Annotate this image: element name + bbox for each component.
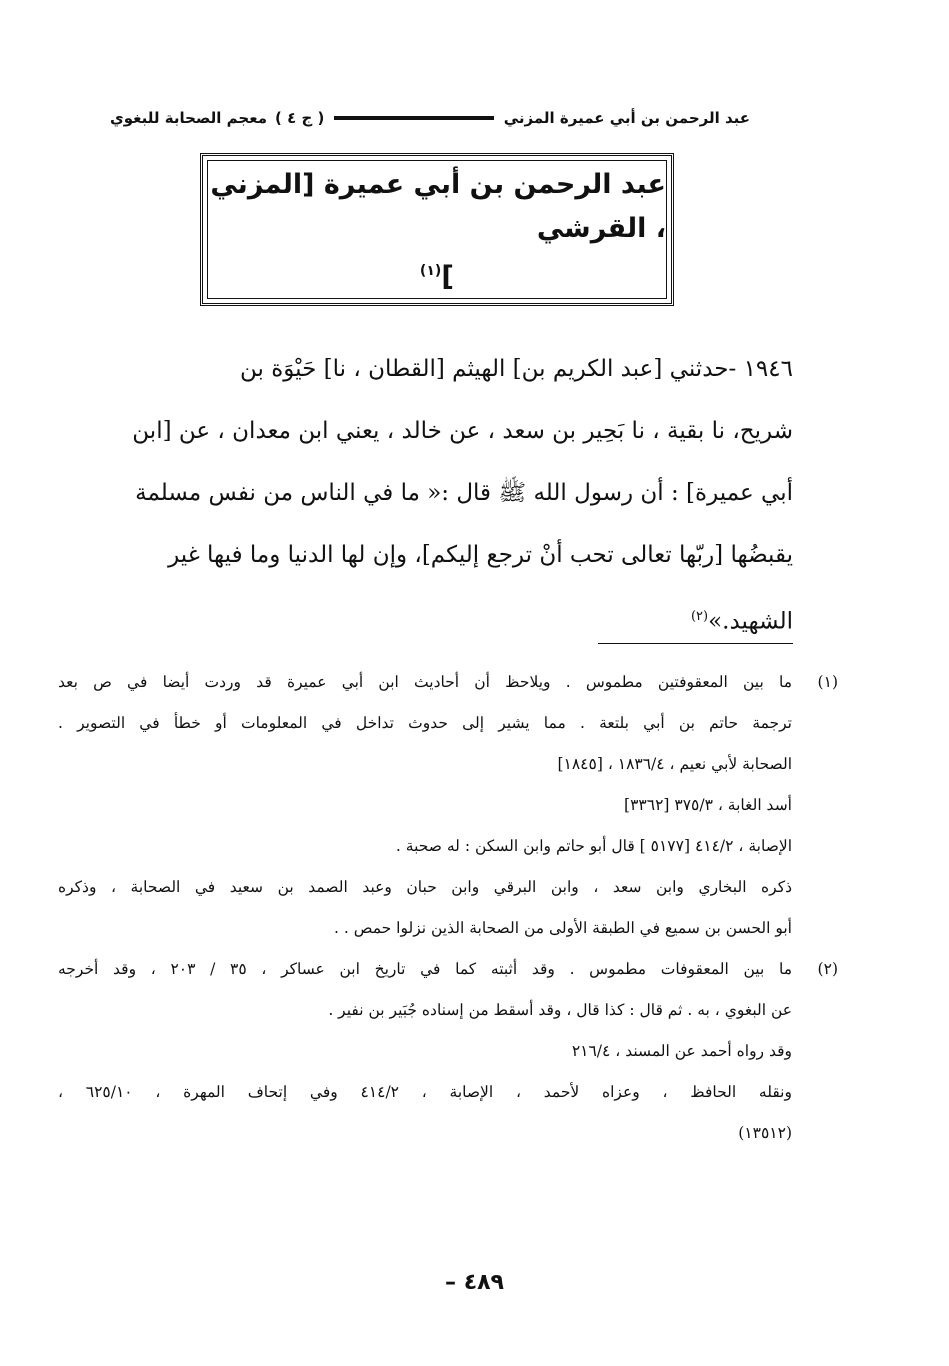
footnote-line: الإصابة ، ٤١٤/٢ [٥١٧٧ ] قال أبو حاتم وابن السكن : له صحبة . xyxy=(395,837,792,855)
entry-title: عبد الرحمن بن أبي عميرة [المزني ، القرشي xyxy=(210,168,666,244)
footnote-line: ترجمة حاتم بن أبي بلتعة . مما يشير إلى حدوث تداخل في المعلومات أو خطأ في التصوير . xyxy=(58,714,792,732)
header-rule xyxy=(334,116,493,120)
header-book-info xyxy=(110,109,324,127)
footnote-line: أسد الغابة ، ٣٧٥/٣ [٣٣٦٢] xyxy=(624,796,792,814)
hadith-line: شريح، نا بقية ، نا بَحِير بن سعد ، عن خالد ، يعني ابن معدان ، عن [ابن xyxy=(132,418,793,444)
footnote-line: ما بين المعقوفات مطموس . وقد أثبته كما في تاريخ ابن عساكر ، ٣٥ / ٢٠٣ ، وقد أخرجه xyxy=(58,960,792,978)
footnote-line: ما بين المعقوفتين مطموس . ويلاحظ أن أحاديث ابن أبي عميرة قد وردت أيضا في ص بعد xyxy=(58,673,792,691)
footnote-line: أبو الحسن بن سميع في الطبقة الأولى من الصحابة الذين نزلوا حمص . . xyxy=(334,919,792,937)
footnote-line: عن البغوي ، به . ثم قال : كذا قال ، وقد أسقط من إسناده جُبَير بن نفير . xyxy=(328,1001,792,1019)
footnote-body xyxy=(58,662,792,949)
hadith-line: ١٩٤٦ -حدثني [عبد الكريم بن] الهيثم [القطان ، نا] حَيْوَة بن xyxy=(240,356,793,382)
running-header xyxy=(110,103,750,133)
hadith-line: يقبضُها [ربّها تعالى تحب أنْ ترجع إليكم]، وإن لها الدنيا وما فيها غير xyxy=(168,542,793,568)
footnote-separator xyxy=(598,643,793,644)
footnote-line: وقد رواه أحمد عن المسند ، ٢١٦/٤ xyxy=(571,1042,792,1060)
entry-title-inner xyxy=(207,160,667,299)
entry-title-bracket: ] xyxy=(441,259,455,293)
footnote-number: (١) xyxy=(817,673,838,691)
entry-title-continuation xyxy=(420,251,454,296)
footnote-line: ونقله الحافظ ، وعزاه لأحمد ، الإصابة ، ٤١٤/٢ وفي إتحاف المهرة ، ٦٢٥/١٠ ، xyxy=(58,1083,792,1101)
header-book-title: معجم الصحابة للبغوي xyxy=(110,109,267,127)
entry-title-box xyxy=(200,153,674,306)
footnote-2 xyxy=(58,949,838,1154)
footnote-ref-1: (١) xyxy=(419,262,442,279)
footnote-line: ذكره البخاري وابن سعد ، وابن البرقي وابن حبان وعبد الصمد بن سعيد في الصحابة ، وذكره xyxy=(58,878,792,896)
hadith-line-last: الشهيد.»$^{(٢)}$ xyxy=(690,608,793,635)
footnote-ref-2: (٢) xyxy=(690,609,709,624)
footnotes xyxy=(58,662,838,1154)
footnote-line: (١٣٥١٢) xyxy=(738,1124,792,1142)
footnote-1 xyxy=(58,662,838,949)
footnote-body xyxy=(58,949,792,1154)
footnote-number: (٢) xyxy=(817,960,838,978)
footnote-line: الصحابة لأبي نعيم ، ١٨٣٦/٤ ، [١٨٤٥] xyxy=(557,755,792,773)
page-number: ٤٨٩ – xyxy=(445,1270,504,1295)
header-volume: ( ج ٤ ) xyxy=(275,109,325,127)
hadith-line: أبي عميرة] : أن رسول الله ﷺ قال :« ما في الناس من نفس مسلمة xyxy=(135,480,793,506)
hadith-text xyxy=(100,338,793,653)
header-chapter-title: عبد الرحمن بن أبي عميرة المزني xyxy=(503,109,750,127)
